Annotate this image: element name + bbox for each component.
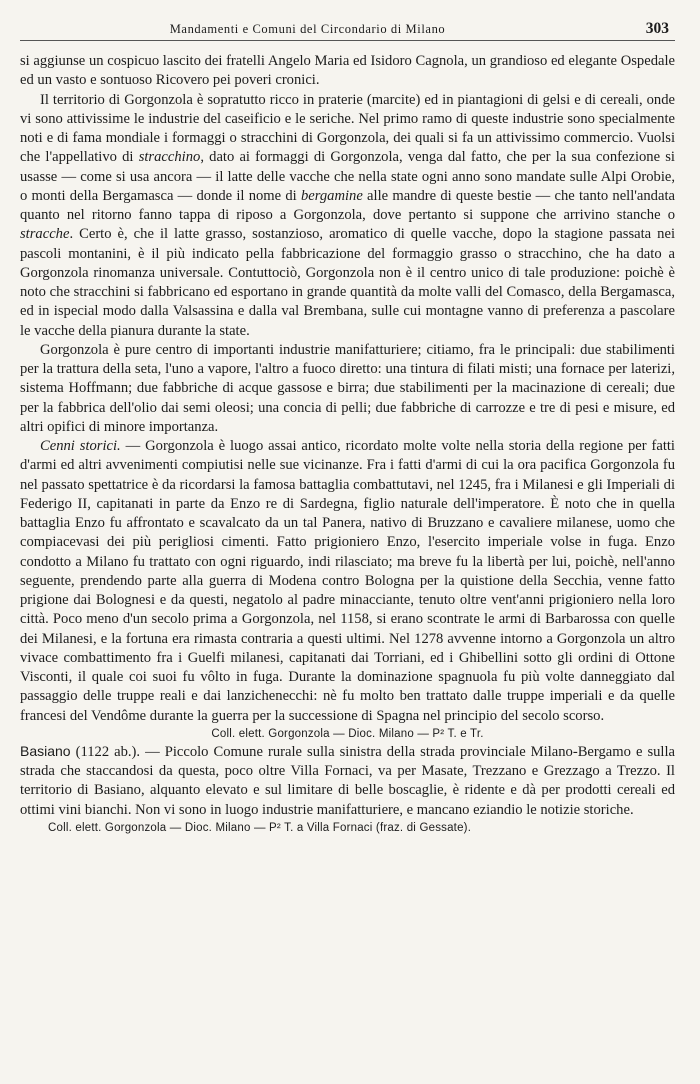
- text-run: — Piccolo Comune rurale sulla sinistra della strada provinciale Milano-Bergamo e sulla strada che staccandosi da questa, poco oltre Villa Fornaci, va per Masate, Trezzano e Grezzago a Trezzo. Il territorio di Basiano, alquanto elevato e sul limitare di belle boscaglie, è ridente e dà per prodotti cereali ed ottimi vini bianchi. Non vi sono in luogo industrie manifatturiere, e mancano eziandio le notizie storiche.: [20, 743, 676, 818]
- page-header: [20, 14, 675, 41]
- text-run: — Gorgonzola è luogo assai antico, ricordato molte volte nella storia della regione per fatti d'armi ed altri avvenimenti compiutisi nelle sue vicinanze. Fra i fatti d'armi di cui la ora pacifica Gorgonzola fu nel passato spettatrice è da ricordarsi la famosa battaglia combattutavi, nel 1245, fra i Milanesi e gli Imperiali di Federigo II, capitanati in parte da Enzo re di Sardegna, figlio naturale dell'imperatore. È noto che in quella battaglia Enzo fu affrontato e scavalcato da un tal Panera, nativo di Bruzzano e cavaliere milanese, uomo che compiacevasi dei più perigliosi cimenti. Fatto prigioniero Enzo, l'esercito imperiale volse in fuga. Enzo condotto a Milano fu trattato con ogni riguardo, indi rilasciato; ma breve fu la libertà per lui, poichè, nell'anno seguente, prendendo parte alla guerra di Modena contro Bologna per la quistione della Secchia, venne fatto prigione dai Bolognesi e da questi, negatolo al padre minacciante, tenuto oltre vent'anni prigioniero nella loro città. Poco meno d'un secolo prima a Gorgonzola, nel 1158, si erano scontrate le armi di Barbarossa con quelle dei Milanesi, e la fortuna era rimasta contraria a questi ultimi. Nel 1278 avvenne intorno a Gorgonzola un altro vivace combattimento fra i Guelfi milanesi, capitanati dai Torriani, ed i Ghibellini sotto gli ordini di Ottone Visconti, il quale coi suoi fu vôlto in fuga. Durante la dominazione spagnuola fu più volte danneggiato dal passaggio delle truppe reali e dai lanzichenecchi: nè fu molto ben trattato dalle truppe imperiali e da quelle francesi del Vendôme durante la guerra per la successione di Spagna nel principio del secolo scorso.: [20, 438, 675, 724]
- italic-term-stracche: stracche: [20, 226, 70, 243]
- page-body: [20, 52, 675, 836]
- paragraph-history: [20, 437, 675, 726]
- entry-population: (1122 ab.).: [70, 743, 141, 760]
- text-run: Il territorio di Gorgonzola è sopratutto ricco in praterie (marcite) ed in piantagioni di gelsi e di cereali, onde vi sono attivissime le industrie del caseificio e le seriche. Nel primo ramo di queste industrie sono specialmente noti e di fama mondiale i formaggi o stracchini di Gorgonzola, dei quali si fa un attivissimo commercio. Vuolsi che l'appellativo di: [20, 91, 675, 166]
- paragraph-industries: Gorgonzola è pure centro di importanti industrie manifatturiere; citiamo, fra le principali: due stabilimenti per la trattura della seta, l'uno a vapore, l'altro a fuoco diretto: una tintura di filati misti; una fornace per laterizi, sistema Hoffmann; due fabbriche di acque gassose e birra; due stabilimenti per la macinazione di cereali; due per la fabbrica dell'olio dai semi oleosi; una concia di pelli; due fabbriche di carrozze e tre di pesi e misure, ed altri opifici di minore importanza.: [20, 341, 675, 435]
- entry-basiano: [20, 742, 675, 820]
- page: [20, 14, 675, 836]
- entry-heading: Basiano: [20, 742, 71, 759]
- italic-term-stracchino: stracchino: [138, 149, 201, 166]
- citation-gorgonzola: Coll. elett. Gorgonzola — Dioc. Milano — P² T. e Tr.: [211, 727, 484, 740]
- page-number: 303: [645, 20, 669, 37]
- paragraph-continuation: si aggiunse un cospicuo lascito dei fratelli Angelo Maria ed Isidoro Cagnola, un grandioso ed elegante Ospedale ed un vasto e sontuoso Ricovero pei poveri cronici.: [20, 53, 675, 89]
- italic-term-bergamine: bergamine: [300, 187, 363, 204]
- running-title: Mandamenti e Comuni del Circondario di Milano: [169, 22, 446, 36]
- paragraph-territory: [20, 91, 675, 341]
- text-run: alle mandre di queste bestie — che tanto nell'andata quanto nel ritorno fanno tappa di riposo a Gorgonzola, dove pertanto si suppone che arrivino stanche o: [20, 187, 675, 223]
- citation-basiano: Coll. elett. Gorgonzola — Dioc. Milano — P² T. a Villa Fornaci (fraz. di Gessate).: [48, 821, 472, 834]
- text-run: . Certo è, che il latte grasso, sostanzioso, aromatico di quelle vacche, dopo la stagione passata nei pascoli montanini, è il più indicato pella fabbricazione del formaggio grasso o stracchino, che ha dato a Gorgonzola rinomanza universale. Contuttociò, Gorgonzola non è il centro unico di tale produzione: poichè è noto che stracchini si fabbricano ed esportano in grande quantità da molte valli del Comasco, della Bergamasca, ed in ispecial modo dalla Valsassina e dalla val Brembana, sulle cui montagne vanno di preferenza a pascolare le vacche della pianura durante la state.: [20, 226, 675, 339]
- section-label-cenni-storici: Cenni storici.: [40, 438, 121, 454]
- text-run: , dato ai formaggi di Gorgonzola, venga dal fatto, che per la sua confezione si usasse — come si usa ancora — il latte delle vacche che nella state ogni anno sono mandate sulle Alpi Orobie, o monti della Bergamasca — donde il nome di: [20, 149, 675, 204]
